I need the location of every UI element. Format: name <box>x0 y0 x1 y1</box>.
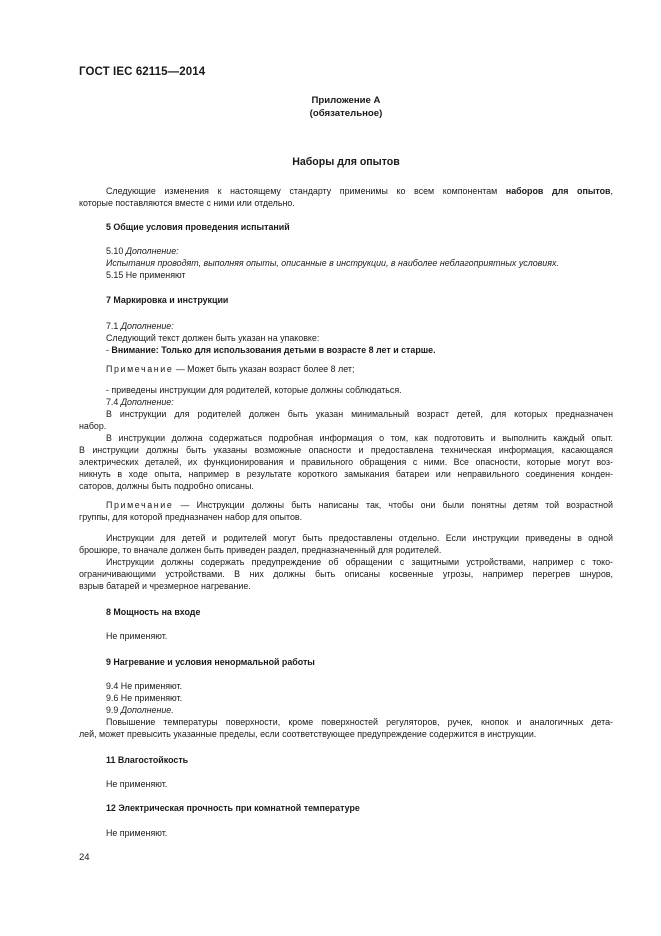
intro-line-1 <box>106 186 613 198</box>
section-12-heading: 12 Электрическая прочность при комнатной температуре <box>106 803 360 813</box>
warning-dash: - <box>106 345 112 355</box>
section-12-text: Не применяют. <box>106 828 168 838</box>
note-1 <box>106 364 354 376</box>
clause-5-10-addition: Дополнение: <box>125 246 179 256</box>
clause-9-9-addition: Дополнение. <box>120 705 174 715</box>
clause-7-1 <box>106 321 174 333</box>
instructions-item: - приведены инструкции для родителей, которые должны соблюдаться. <box>106 385 402 395</box>
section-5-heading: 5 Общие условия проведения испытаний <box>106 222 290 232</box>
note-2-line-1 <box>106 500 613 512</box>
paragraph-7-4-1-line-2: набор. <box>79 421 107 431</box>
note-2-text: — Инструкции должны быть написаны так, чтобы они были понятны детям той возрастной <box>173 500 613 510</box>
paragraph-7-4-4-line-2: ограничивающими устройствами. В них должны быть описаны косвенные угрозы, например перегрев шнуров, <box>79 569 613 579</box>
paragraph-7-4-3-line-1: Инструкции для детей и родителей могут быть предоставлены отдельно. Если инструкции приведены в одной <box>106 533 613 543</box>
section-7-heading: 7 Маркировка и инструкции <box>106 295 229 305</box>
clause-9-4: 9.4 Не применяют. <box>106 681 183 691</box>
standard-designation: ГОСТ IEC 62115—2014 <box>79 66 206 78</box>
clause-5-10-text: Испытания проводят, выполняя опыты, описанные в инструкции, в наиболее неблагоприятных условиях. <box>106 258 559 268</box>
section-11-text: Не применяют. <box>106 779 168 789</box>
paragraph-7-4-3-line-2: брошюре, то вначале должен быть приведен раздел, предназначенный для родителей. <box>79 545 442 555</box>
clause-7-1-addition: Дополнение: <box>120 321 174 331</box>
warning-item <box>106 345 436 357</box>
section-11-heading: 11 Влагостойкость <box>106 755 189 765</box>
annex-status: (обязательное) <box>309 108 383 119</box>
clause-7-1-number: 7.1 <box>106 321 121 331</box>
clause-7-1-text: Следующий текст должен быть указан на упаковке: <box>106 333 320 343</box>
section-9-heading: 9 Нагревание и условия ненормальной работы <box>106 657 315 667</box>
paragraph-7-4-1-line-1: В инструкции для родителей должен быть указан минимальный возраст детей, для которых предназначен <box>106 409 613 419</box>
clause-5-15: 5.15 Не применяют <box>106 270 186 280</box>
intro-bold-term: наборов для опытов <box>505 186 611 196</box>
paragraph-7-4-2-line-2: В инструкции должны быть указаны возможные опасности и предоставлена техническая информация, касающаяся <box>79 445 613 455</box>
paragraph-7-4-2-line-4: никнуть в ходе опыта, например в результате короткого замыкания батареи или неправильного соединения конден- <box>79 469 613 479</box>
warning-text: Внимание: Только для использования детьми в возрасте 8 лет и старше. <box>111 345 436 355</box>
annex-title: Приложение А <box>311 95 381 106</box>
paragraph-7-4-4-line-3: взрыв батарей и чрезмерное нагревание. <box>79 581 251 591</box>
clause-9-9-number: 9.9 <box>106 705 121 715</box>
paragraph-7-4-4-line-1: Инструкции должны содержать предупреждение об обращении с защитными устройствами, например с токо- <box>106 557 613 567</box>
note-2-line-2: группы, для которой предназначен набор для опытов. <box>79 512 303 522</box>
paragraph-7-4-2-line-3: электрических деталей, их функционирования и правильного обращения с ними. Все опасности, которые могут воз- <box>79 457 613 467</box>
intro-comma: , <box>610 186 613 196</box>
page-number: 24 <box>79 852 90 863</box>
clause-9-6: 9.6 Не применяют. <box>106 693 183 703</box>
clause-7-4 <box>106 397 174 409</box>
clause-7-4-number: 7.4 <box>106 397 121 407</box>
clause-9-9-line-2: лей, может превысить указанные пределы, если соответствующее предупреждение содержится в инструкции. <box>79 729 537 739</box>
clause-9-9-line-1: Повышение температуры поверхности, кроме поверхностей регуляторов, ручек, кнопок и аналогичных дета- <box>106 717 613 727</box>
section-8-heading: 8 Мощность на входе <box>106 607 201 617</box>
intro-text: Следующие изменения к настоящему стандарту применимы ко всем компонентам <box>106 186 506 196</box>
note-2-label: Примечание <box>106 500 174 510</box>
clause-5-10 <box>106 246 179 258</box>
clause-9-9 <box>106 705 174 717</box>
paragraph-7-4-2-line-5: саторов, должны быть подробно описаны. <box>79 481 254 491</box>
section-8-text: Не применяют. <box>106 631 168 641</box>
intro-line-2: которые поставляются вместе с ними или отдельно. <box>79 198 295 208</box>
paragraph-7-4-2-line-1: В инструкции должна содержаться подробная информация о том, как подготовить и выполнить каждый опыт. <box>106 433 613 443</box>
page-title: Наборы для опытов <box>292 156 400 168</box>
note-1-label: Примечание <box>106 364 174 374</box>
clause-5-10-number: 5.10 <box>106 246 126 256</box>
clause-7-4-addition: Дополнение: <box>120 397 174 407</box>
note-1-text: — Может быть указан возраст более 8 лет; <box>173 364 355 374</box>
